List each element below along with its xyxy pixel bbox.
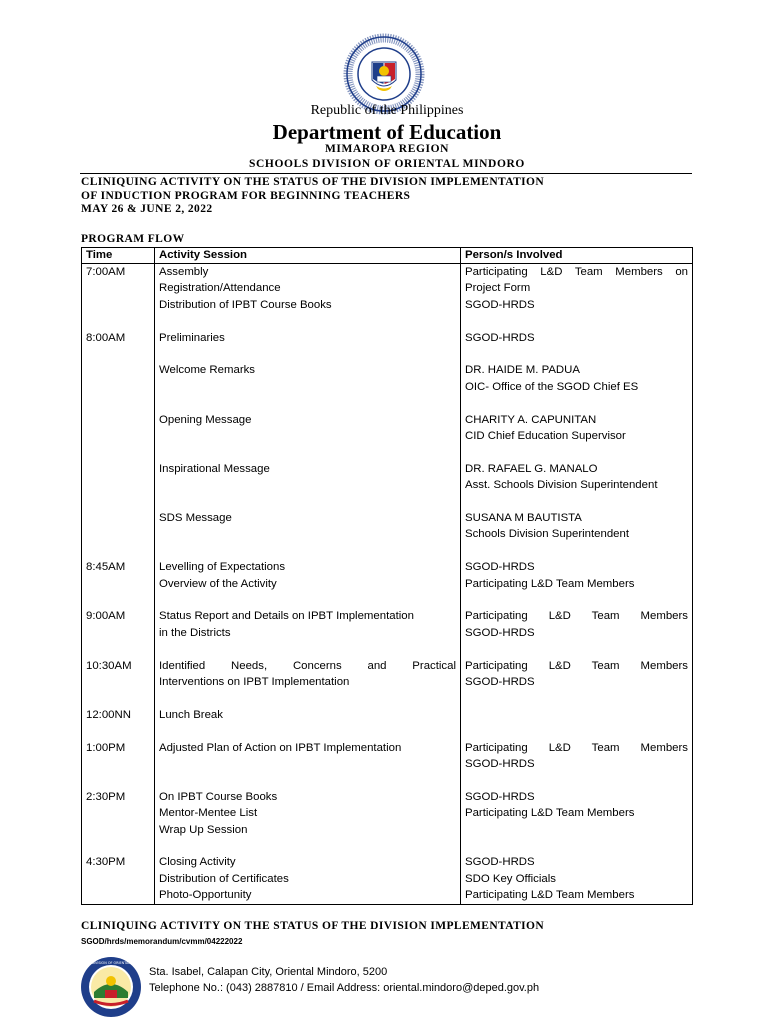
- person-cell: SGOD-HRDS: [461, 559, 693, 575]
- spacer-cell: [461, 444, 693, 460]
- table-row: [82, 871, 693, 887]
- time-cell: 7:00AM: [82, 264, 155, 281]
- spacer-cell: [461, 592, 693, 608]
- spacer-row: [82, 543, 693, 559]
- person-cell: [461, 707, 693, 723]
- table-row: [82, 707, 693, 723]
- spacer-cell: [461, 313, 693, 329]
- time-cell: 4:30PM: [82, 854, 155, 870]
- activity-cell: Closing Activity: [155, 854, 461, 870]
- spacer-cell: [82, 723, 155, 739]
- time-cell: [82, 822, 155, 838]
- spacer-cell: [82, 772, 155, 788]
- spacer-cell: [155, 772, 461, 788]
- activity-cell: Status Report and Details on IPBT Implementation: [155, 608, 461, 624]
- activity-title-line2: OF INDUCTION PROGRAM FOR BEGINNING TEACHERS: [81, 189, 411, 202]
- person-cell: Participating L&D Team Members on: [461, 264, 693, 281]
- person-cell: Participating L&D Team Members: [461, 576, 693, 592]
- person-cell: SGOD-HRDS: [461, 297, 693, 313]
- activity-cell: Overview of the Activity: [155, 576, 461, 592]
- activity-cell: [155, 756, 461, 772]
- person-cell: Participating L&D Team Members: [461, 608, 693, 624]
- time-cell: 12:00NN: [82, 707, 155, 723]
- person-cell: DR. HAIDE M. PADUA: [461, 362, 693, 378]
- activity-cell: [155, 379, 461, 395]
- spacer-row: [82, 494, 693, 510]
- activity-cell: Levelling of Expectations: [155, 559, 461, 575]
- time-cell: [82, 526, 155, 542]
- table-row: [82, 280, 693, 296]
- program-table: [81, 247, 693, 905]
- time-cell: 2:30PM: [82, 789, 155, 805]
- spacer-cell: [155, 723, 461, 739]
- table-row: [82, 625, 693, 641]
- spacer-row: [82, 690, 693, 706]
- spacer-row: [82, 838, 693, 854]
- address-block: [149, 964, 539, 996]
- activity-cell: in the Districts: [155, 625, 461, 641]
- activity-cell: [155, 477, 461, 493]
- activity-cell: Lunch Break: [155, 707, 461, 723]
- spacer-cell: [155, 838, 461, 854]
- spacer-cell: [155, 346, 461, 362]
- spacer-cell: [461, 543, 693, 559]
- table-row: [82, 740, 693, 756]
- person-cell: DR. RAFAEL G. MANALO: [461, 461, 693, 477]
- spacer-cell: [82, 313, 155, 329]
- time-cell: [82, 362, 155, 378]
- header-time: Time: [82, 248, 155, 264]
- spacer-cell: [82, 444, 155, 460]
- table-row: [82, 854, 693, 870]
- spacer-cell: [155, 494, 461, 510]
- time-cell: [82, 576, 155, 592]
- spacer-cell: [461, 690, 693, 706]
- activity-cell: Distribution of IPBT Course Books: [155, 297, 461, 313]
- activity-title-line1: CLINIQUING ACTIVITY ON THE STATUS OF THE DIVISION IMPLEMENTATION: [81, 176, 545, 188]
- table-row: [82, 576, 693, 592]
- spacer-cell: [155, 313, 461, 329]
- time-cell: [82, 297, 155, 313]
- spacer-cell: [82, 592, 155, 608]
- activity-cell: On IPBT Course Books: [155, 789, 461, 805]
- person-cell: OIC- Office of the SGOD Chief ES: [461, 379, 693, 395]
- table-row: [82, 559, 693, 575]
- time-cell: 8:45AM: [82, 559, 155, 575]
- activity-cell: Distribution of Certificates: [155, 871, 461, 887]
- activity-title-block: [81, 176, 701, 217]
- activity-cell: [155, 428, 461, 444]
- table-row: [82, 658, 693, 674]
- spacer-row: [82, 592, 693, 608]
- table-row: [82, 608, 693, 624]
- table-row: [82, 477, 693, 493]
- logo-caption: SCHOOLS DIVISION OF ORIENTAL MINDORO: [73, 961, 149, 965]
- time-cell: [82, 379, 155, 395]
- person-cell: CHARITY A. CAPUNITAN: [461, 412, 693, 428]
- spacer-cell: [82, 346, 155, 362]
- memo-code: SGOD/hrds/memorandum/cvmm/04222022: [81, 937, 243, 946]
- spacer-cell: [155, 543, 461, 559]
- activity-cell: Interventions on IPBT Implementation: [155, 674, 461, 690]
- activity-cell: SDS Message: [155, 510, 461, 526]
- person-cell: SGOD-HRDS: [461, 854, 693, 870]
- time-cell: 1:00PM: [82, 740, 155, 756]
- time-cell: [82, 625, 155, 641]
- spacer-cell: [155, 690, 461, 706]
- spacer-row: [82, 346, 693, 362]
- table-row: [82, 789, 693, 805]
- person-cell: Participating L&D Team Members: [461, 805, 693, 821]
- table-row: [82, 362, 693, 378]
- spacer-cell: [82, 838, 155, 854]
- activity-cell: Opening Message: [155, 412, 461, 428]
- person-cell: Participating L&D Team Members: [461, 740, 693, 756]
- table-row: [82, 526, 693, 542]
- person-cell: [461, 822, 693, 838]
- activity-cell: [155, 526, 461, 542]
- activity-dates: MAY 26 & JUNE 2, 2022: [81, 203, 213, 215]
- time-cell: [82, 674, 155, 690]
- table-row: [82, 887, 693, 904]
- spacer-cell: [155, 592, 461, 608]
- table-row: [82, 822, 693, 838]
- table-row: [82, 674, 693, 690]
- person-cell: CID Chief Education Supervisor: [461, 428, 693, 444]
- spacer-row: [82, 444, 693, 460]
- activity-cell: Wrap Up Session: [155, 822, 461, 838]
- spacer-cell: [461, 772, 693, 788]
- table-row: [82, 461, 693, 477]
- table-header-row: [82, 248, 693, 264]
- person-cell: Asst. Schools Division Superintendent: [461, 477, 693, 493]
- time-cell: [82, 756, 155, 772]
- time-cell: [82, 412, 155, 428]
- person-cell: SGOD-HRDS: [461, 674, 693, 690]
- time-cell: [82, 461, 155, 477]
- spacer-row: [82, 641, 693, 657]
- spacer-cell: [461, 641, 693, 657]
- person-cell: SDO Key Officials: [461, 871, 693, 887]
- header-activity: Activity Session: [155, 248, 461, 264]
- spacer-cell: [82, 543, 155, 559]
- header-person: Person/s Involved: [461, 248, 693, 264]
- activity-cell: Assembly: [155, 264, 461, 281]
- time-cell: 8:00AM: [82, 330, 155, 346]
- program-flow-heading: PROGRAM FLOW: [81, 233, 185, 245]
- table-row: [82, 510, 693, 526]
- header-divider: [80, 173, 692, 174]
- table-row: [82, 297, 693, 313]
- spacer-cell: [82, 494, 155, 510]
- spacer-cell: [155, 395, 461, 411]
- division-heading: SCHOOLS DIVISION OF ORIENTAL MINDORO: [249, 158, 525, 170]
- activity-cell: Identified Needs, Concerns and Practical: [155, 658, 461, 674]
- footer-title: CLINIQUING ACTIVITY ON THE STATUS OF THE DIVISION IMPLEMENTATION: [81, 920, 545, 932]
- table-row: [82, 412, 693, 428]
- time-cell: [82, 280, 155, 296]
- table-row: [82, 805, 693, 821]
- spacer-cell: [461, 494, 693, 510]
- person-cell: Schools Division Superintendent: [461, 526, 693, 542]
- republic-heading: Republic of the Philippines: [310, 103, 464, 118]
- person-cell: SUSANA M BAUTISTA: [461, 510, 693, 526]
- spacer-cell: [461, 723, 693, 739]
- spacer-cell: [461, 838, 693, 854]
- spacer-row: [82, 723, 693, 739]
- activity-cell: Preliminaries: [155, 330, 461, 346]
- spacer-cell: [82, 395, 155, 411]
- department-heading: Department of Education: [272, 120, 502, 144]
- office-contact: Telephone No.: (043) 2887810 / Email Address: oriental.mindoro@deped.gov.ph: [149, 982, 540, 994]
- person-cell: SGOD-HRDS: [461, 756, 693, 772]
- spacer-cell: [461, 395, 693, 411]
- spacer-cell: [82, 641, 155, 657]
- person-cell: Participating L&D Team Members: [461, 887, 693, 904]
- spacer-cell: [82, 690, 155, 706]
- spacer-row: [82, 313, 693, 329]
- person-cell: SGOD-HRDS: [461, 789, 693, 805]
- activity-cell: Inspirational Message: [155, 461, 461, 477]
- time-cell: [82, 887, 155, 904]
- activity-cell: Registration/Attendance: [155, 280, 461, 296]
- time-cell: [82, 477, 155, 493]
- table-row: [82, 264, 693, 281]
- deped-seal-logo: [346, 36, 422, 112]
- activity-cell: Adjusted Plan of Action on IPBT Implementation: [155, 740, 461, 756]
- office-address: Sta. Isabel, Calapan City, Oriental Mindoro, 5200: [149, 966, 388, 978]
- spacer-row: [82, 772, 693, 788]
- table-row: [82, 428, 693, 444]
- time-cell: [82, 428, 155, 444]
- program-table-body: [82, 264, 693, 905]
- time-cell: 10:30AM: [82, 658, 155, 674]
- person-cell: Project Form: [461, 280, 693, 296]
- time-cell: 9:00AM: [82, 608, 155, 624]
- spacer-cell: [155, 641, 461, 657]
- spacer-row: [82, 395, 693, 411]
- activity-cell: Welcome Remarks: [155, 362, 461, 378]
- table-row: [82, 379, 693, 395]
- activity-cell: Photo-Opportunity: [155, 887, 461, 904]
- time-cell: [82, 871, 155, 887]
- person-cell: SGOD-HRDS: [461, 625, 693, 641]
- spacer-cell: [461, 346, 693, 362]
- person-cell: SGOD-HRDS: [461, 330, 693, 346]
- person-cell: Participating L&D Team Members: [461, 658, 693, 674]
- table-row: [82, 756, 693, 772]
- activity-cell: Mentor-Mentee List: [155, 805, 461, 821]
- spacer-cell: [155, 444, 461, 460]
- time-cell: [82, 510, 155, 526]
- region-heading: MIMAROPA REGION: [324, 143, 450, 155]
- table-row: [82, 330, 693, 346]
- time-cell: [82, 805, 155, 821]
- sdo-oriental-mindoro-logo: [73, 956, 149, 1018]
